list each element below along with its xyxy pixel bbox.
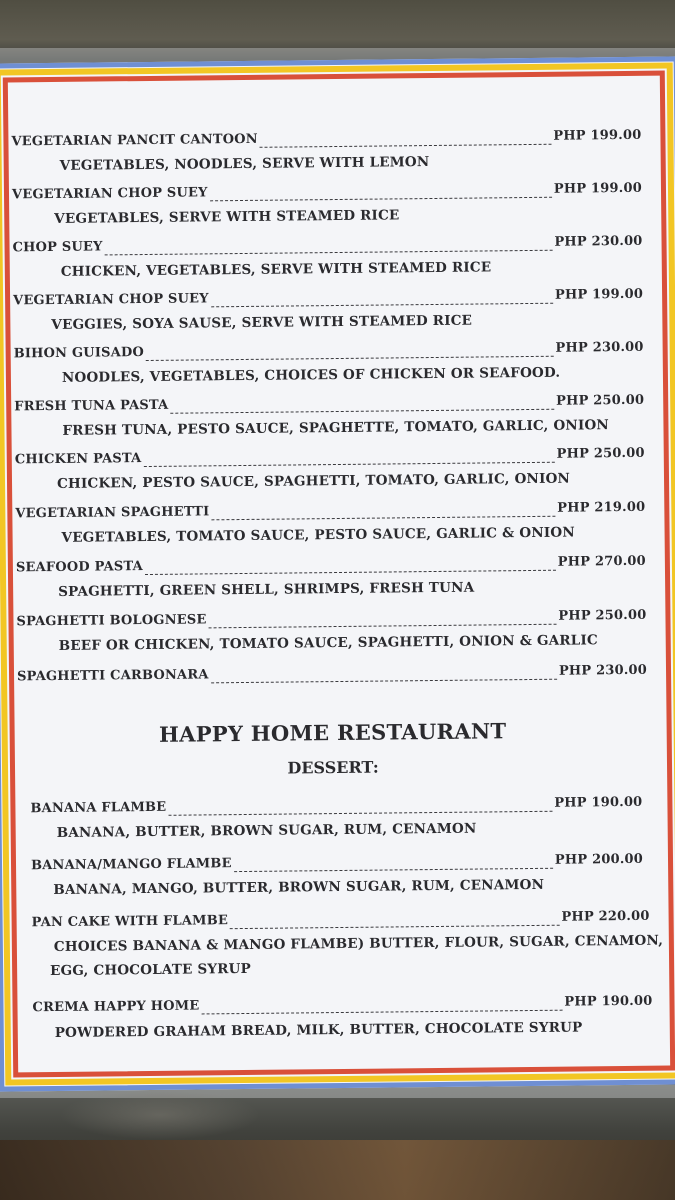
wooden-edge bbox=[0, 1140, 675, 1200]
item-price: PHP 190.00 bbox=[564, 993, 653, 1010]
item-price: PHP 270.00 bbox=[557, 553, 646, 570]
item-description-line2: EGG, CHOCOLATE SYRUP bbox=[50, 960, 252, 980]
item-name: SPAGHETTI CARBONARA bbox=[16, 667, 209, 685]
leader-dots bbox=[211, 670, 557, 683]
item-price: PHP 220.00 bbox=[561, 908, 650, 925]
leader-dots bbox=[211, 294, 553, 307]
item-name: BANANA FLAMBE bbox=[30, 799, 167, 817]
item-name: CHOP SUEY bbox=[12, 239, 103, 256]
item-name: FRESH TUNA PASTA bbox=[14, 397, 169, 415]
item-name: VEGETARIAN CHOP SUEY bbox=[11, 185, 208, 203]
item-name: CHICKEN PASTA bbox=[14, 451, 142, 468]
item-price: PHP 200.00 bbox=[554, 851, 644, 868]
item-price: PHP 199.00 bbox=[553, 127, 642, 144]
menu-page bbox=[0, 56, 675, 1091]
item-description: CHICKEN, PESTO SAUCE, SPAGHETTI, TOMATO, GARLIC, ONION bbox=[56, 470, 571, 492]
item-price: PHP 230.00 bbox=[558, 662, 648, 679]
leader-dots bbox=[234, 859, 553, 871]
item-price: PHP 250.00 bbox=[556, 445, 645, 462]
item-name: SEAFOOD PASTA bbox=[15, 559, 144, 576]
item-name: CREMA HAPPY HOME bbox=[32, 998, 200, 1016]
item-price: PHP 230.00 bbox=[554, 233, 643, 250]
leader-dots bbox=[230, 916, 560, 928]
item-name: VEGETARIAN PANCIT CANTOON bbox=[11, 131, 258, 150]
item-price: PHP 230.00 bbox=[555, 339, 644, 356]
item-description: VEGETABLES, SERVE WITH STEAMED RICE bbox=[54, 207, 400, 227]
item-description: BEEF OR CHICKEN, TOMATO SAUCE, SPAGHETTI, ONION & GARLIC bbox=[58, 632, 598, 654]
restaurant-title: HAPPY HOME RESTAURANT bbox=[158, 718, 507, 747]
item-name: BIHON GUISADO bbox=[13, 345, 145, 362]
item-description: CHOICES BANANA & MANGO FLAMBE) BUTTER, FLOUR, SUGAR, CENAMON, bbox=[53, 932, 664, 956]
item-price: PHP 199.00 bbox=[554, 286, 644, 303]
leader-dots bbox=[211, 507, 555, 520]
item-name: SPAGHETTI BOLOGNESE bbox=[16, 612, 207, 630]
item-description: POWDERED GRAHAM BREAD, MILK, BUTTER, CHOCOLATE SYRUP bbox=[54, 1019, 583, 1042]
item-description: VEGGIES, SOYA SAUSE, SERVE WITH STEAMED RICE bbox=[51, 312, 473, 333]
item-price: PHP 250.00 bbox=[558, 607, 647, 624]
item-name: VEGETARIAN SPAGHETTI bbox=[15, 504, 210, 522]
leader-dots bbox=[209, 615, 557, 628]
leader-dots bbox=[146, 347, 554, 360]
item-description: BANANA, BUTTER, BROWN SUGAR, RUM, CENAMON bbox=[56, 820, 477, 841]
item-description: SPAGHETTI, GREEN SHELL, SHRIMPS, FRESH TUNA bbox=[58, 579, 475, 600]
item-description: NOODLES, VEGETABLES, CHOICES OF CHICKEN OR SEAFOOD. bbox=[61, 364, 561, 386]
leader-dots bbox=[210, 188, 552, 201]
item-price: PHP 190.00 bbox=[554, 794, 643, 811]
item-name: VEGETARIAN CHOP SUEY bbox=[13, 291, 209, 309]
item-description: CHICKEN, VEGETABLES, SERVE WITH STEAMED RICE bbox=[60, 259, 492, 280]
item-price: PHP 250.00 bbox=[555, 392, 645, 409]
leader-dots bbox=[145, 561, 556, 574]
item-price: PHP 219.00 bbox=[557, 499, 646, 516]
leader-dots bbox=[201, 1001, 562, 1014]
leader-dots bbox=[260, 135, 552, 147]
item-name: PAN CAKE WITH FLAMBE bbox=[31, 913, 229, 931]
glare-reflection bbox=[60, 1090, 260, 1140]
leader-dots bbox=[168, 802, 552, 815]
item-name: BANANA/MANGO FLAMBE bbox=[30, 856, 232, 874]
leader-dots bbox=[143, 453, 554, 466]
leader-dots bbox=[105, 241, 553, 255]
item-description: BANANA, MANGO, BUTTER, BROWN SUGAR, RUM, CENAMON bbox=[53, 876, 545, 899]
section-title: DESSERT: bbox=[287, 757, 379, 778]
item-price: PHP 199.00 bbox=[553, 180, 643, 197]
item-description: VEGETABLES, NOODLES, SERVE WITH LEMON bbox=[59, 154, 430, 174]
leader-dots bbox=[170, 400, 554, 413]
item-description: FRESH TUNA, PESTO SAUCE, SPAGHETTE, TOMATO, GARLIC, ONION bbox=[62, 417, 610, 439]
item-description: VEGETABLES, TOMATO SAUCE, PESTO SAUCE, GARLIC & ONION bbox=[61, 524, 575, 546]
